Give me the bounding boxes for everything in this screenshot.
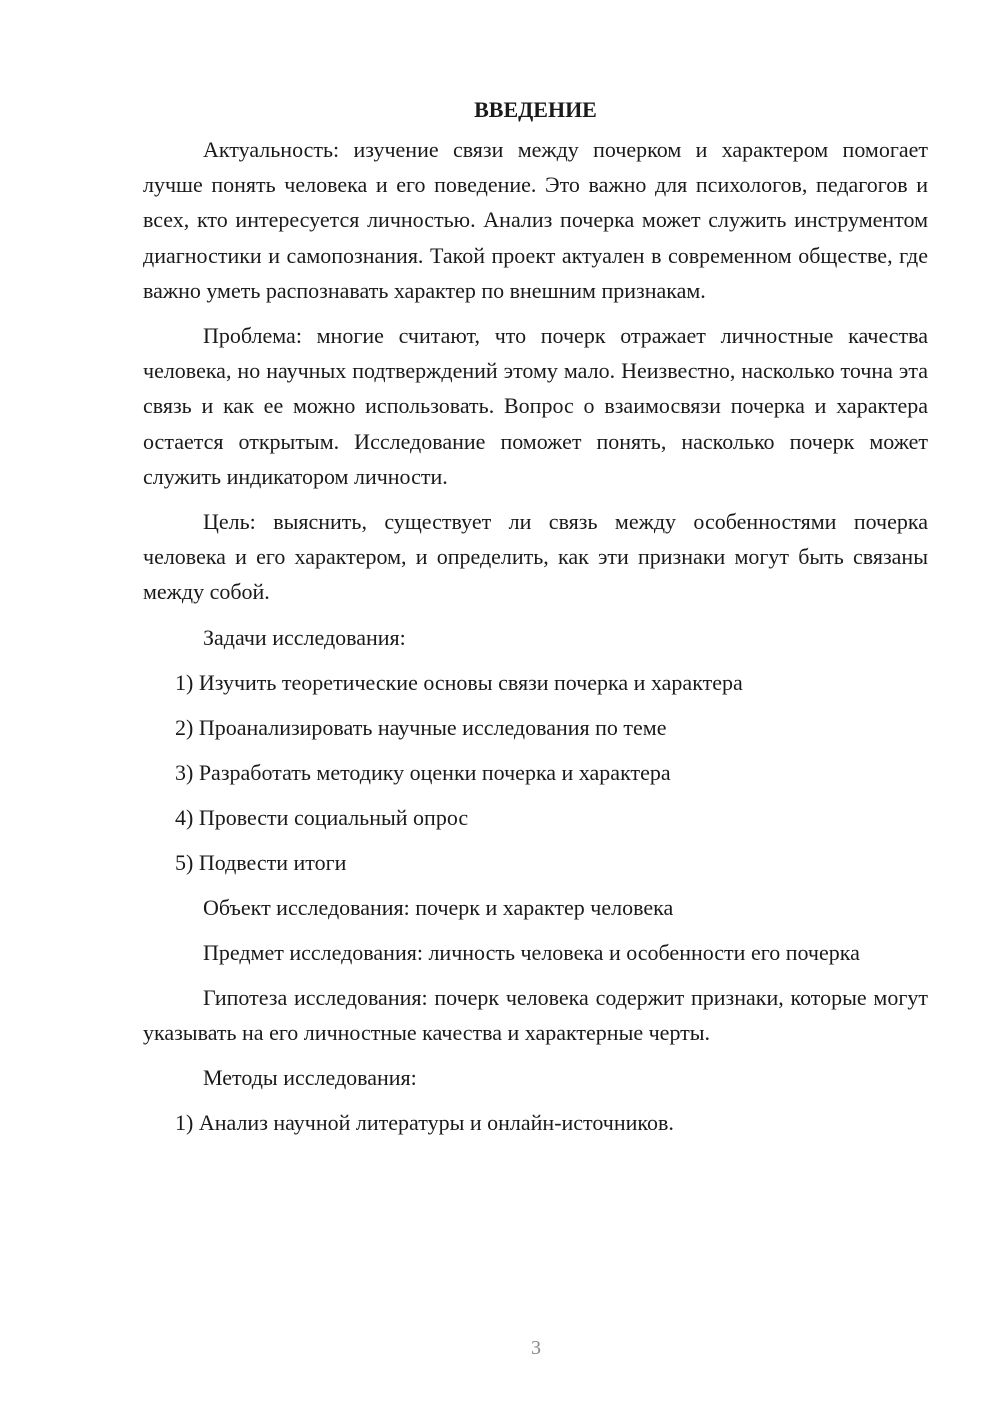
section-heading: ВВЕДЕНИЕ: [474, 97, 597, 122]
goal-paragraph: Цель: выяснить, существует ли связь между особенностями почерка человека и его характером, и определить, как эти признаки могут быть связаны между собой.: [143, 509, 928, 605]
method-item: 1) Анализ научной литературы и онлайн-источников.: [175, 1110, 674, 1136]
page-number: 3: [531, 1337, 541, 1359]
research-subject: Предмет исследования: личность человека и особенности его почерка: [203, 939, 860, 965]
problem-paragraph: Проблема: многие считают, что почерк отражает личностные качества человека, но научных подтверждений этому мало. Неизвестно, насколько точна эта связь и как ее можно использовать. Вопрос о взаимосвязи почерка и характера остается открытым. Исследование поможет понять, насколько почерк может служить индикатором личности.: [143, 323, 928, 489]
task-item: 2) Проанализировать научные исследования по теме: [175, 714, 667, 740]
tasks-list: [143, 665, 928, 880]
page-content: [143, 92, 928, 1150]
task-item: 1) Изучить теоретические основы связи почерка и характера: [175, 669, 743, 695]
tasks-title: Задачи исследования:: [203, 624, 406, 650]
task-item: 4) Провести социальный опрос: [175, 804, 469, 830]
research-object: Объект исследования: почерк и характер человека: [203, 894, 674, 920]
research-hypothesis: Гипотеза исследования: почерк человека содержит признаки, которые могут указывать на его личностные качества и характерные черты.: [143, 984, 928, 1046]
task-item: 3) Разработать методику оценки почерка и характера: [175, 759, 671, 785]
relevance-paragraph: Актуальность: изучение связи между почерком и характером помогает лучше понять человека и его поведение. Это важно для психологов, педагогов и всех, кто интересуется личностью. Анализ почерка может служить инструментом диагностики и самопознания. Такой проект актуален в современном обществе, где важно уметь распознавать характер по внешним признакам.: [143, 137, 928, 303]
methods-list: [143, 1105, 928, 1140]
methods-title: Методы исследования:: [203, 1065, 417, 1091]
task-item: 5) Подвести итоги: [175, 849, 347, 875]
